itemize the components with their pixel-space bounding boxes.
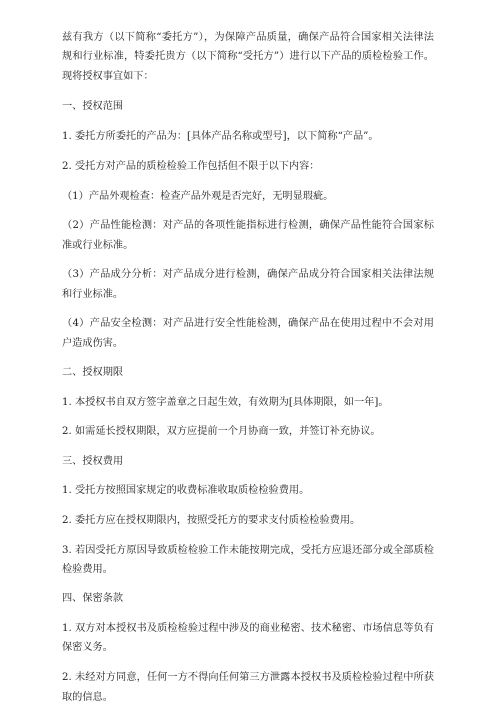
- confidentiality-item-2: 2. 未经对方同意，任何一方不得向任何第三方泄露本授权书及质检检验过程中所获取的信息。: [62, 672, 434, 703]
- term-item-1: 1. 本授权书自双方签字盖章之日起生效，有效期为[具体期限，如一年]。: [62, 396, 389, 408]
- scope-item-2-4: （4）产品安全检测：对产品进行安全性能检测，确保产品在使用过程中不会对用户造成伤害。: [62, 318, 434, 349]
- section-heading-scope: 一、授权范围: [62, 101, 124, 113]
- section-heading-confidentiality: 四、保密条款: [62, 593, 124, 605]
- scope-item-2: 2. 受托方对产品的质检检验工作包括但不限于以下内容：: [62, 160, 320, 172]
- term-item-2: 2. 如需延长授权期限，双方应提前一个月协商一致，并签订补充协议。: [62, 426, 381, 438]
- section-heading-term: 二、授权期限: [62, 367, 124, 379]
- scope-item-2-2: （2）产品性能检测：对产品的各项性能指标进行检测，确保产品性能符合国家标准或行业标准。: [62, 220, 434, 251]
- fees-item-3: 3. 若因受托方原因导致质检检验工作未能按期完成，受托方应退还部分或全部质检检验费用。: [62, 544, 434, 576]
- scope-item-2-3: （3）产品成分分析：对产品成分进行检测，确保产品成分符合国家相关法律法规和行业标准。: [62, 269, 434, 300]
- document-page: [62, 28, 434, 707]
- fees-item-2: 2. 委托方应在授权期限内，按照受托方的要求支付质检检验费用。: [62, 515, 361, 527]
- scope-item-2-1: （1）产品外观检查：检查产品外观是否完好，无明显瑕疵。: [62, 190, 334, 202]
- section-heading-fees: 三、授权费用: [62, 455, 124, 467]
- scope-item-1: 1. 委托方所委托的产品为：[具体产品名称或型号]，以下简称“产品”。: [62, 131, 379, 143]
- confidentiality-item-1: 1. 双方对本授权书及质检检验过程中涉及的商业秘密、技术秘密、市场信息等负有保密义务。: [62, 623, 434, 654]
- intro-paragraph: 兹有我方（以下简称“委托方”），为保障产品质量，确保产品符合国家相关法律法规和行业标准，特委托贵方（以下简称“受托方”）进行以下产品的质检检验工作。现将授权事宜如下：: [62, 32, 434, 82]
- fees-item-1: 1. 受托方按照国家规定的收费标准收取质检检验费用。: [62, 485, 310, 497]
